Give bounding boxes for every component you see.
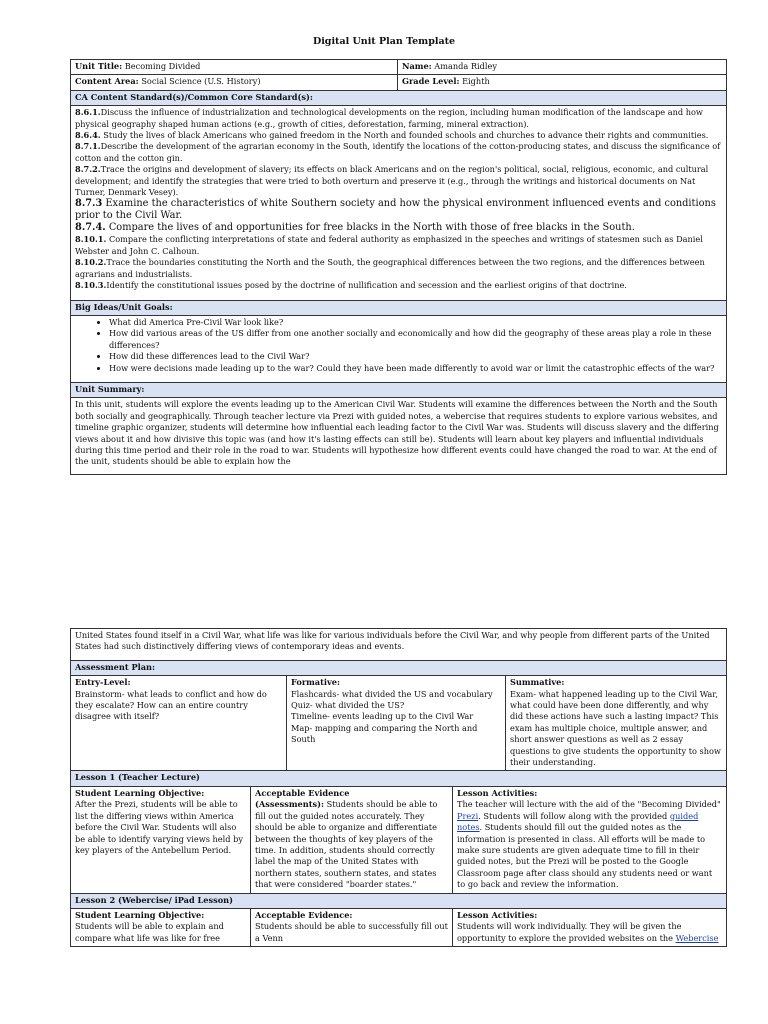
standard-item: 8.7.4. Compare the lives of and opportunities for free blacks in the North with those of free blacks in the South.	[75, 222, 635, 234]
lesson2-activities-label: Lesson Activities:	[457, 909, 538, 920]
formative-line: Timeline- events leading up to the Civil War	[291, 711, 474, 722]
name-value: Amanda Ridley	[434, 61, 497, 71]
page-title: Digital Unit Plan Template	[312, 36, 456, 47]
grade-level-label: Grade Level:	[402, 76, 460, 87]
grade-level-value: Eighth	[462, 76, 490, 87]
lesson1-objective-cell	[71, 786, 251, 893]
name-label: Name:	[402, 61, 432, 71]
big-idea-item: • How did various areas of the US differ from one another socially and economically and how did the geography of these areas play a role in these differences?	[109, 328, 722, 351]
webercise-link[interactable]: Webercise	[675, 932, 719, 943]
standard-item: 8.6.4. Study the lives of black Americans who gained freedom in the North and founded schools and churches to advance their rights and communities.	[75, 130, 709, 141]
lesson1-activities-label: Lesson Activities:	[457, 787, 538, 798]
lesson2-evidence-label: Acceptable Evidence:	[255, 909, 353, 920]
unit-summary-header: Unit Summary:	[71, 382, 727, 397]
assessment-row	[71, 676, 727, 771]
summative-text: Exam- what happened leading up to the Civil War, what could have been done differently, and why did these actions have such a lasting impact? This exam has multiple choice, multiple answer, and short answer questions as well as 2 essay questions to give students the opportunity to show their understanding.	[510, 688, 721, 768]
unit-summary-text: In this unit, students will explore the events leading up to the American Civil War. Students will examine the differences between the North and the South both socially and geographically. Through teacher lecture via Prezi with guided notes, a webercise that requires students to explore various websites, and timeline graphic organizer, students will determine how influential each leading factor to the Civil War was. Students will discuss slavery and the differing views about it and how divisive this topic was (and how it's lasting effects can still be). Students will learn about key players and influential individuals during this time period and their role in the road to war. Students will hypothesize how different events could have changed the road to war. At the end of the unit, students should be able to explain how the	[75, 399, 719, 467]
standard-item: 8.7.1.Describe the development of the agrarian economy in the South, identify the locations of the cotton-producing states, and discuss the significance of cotton and the cotton gin.	[75, 141, 721, 163]
lesson1-objective-text: After the Prezi, students will be able to list the differing views within America before the Civil War. Students will also be able to identify varying views held by key players of the Antebellum Period.	[75, 799, 243, 855]
standard-item: 8.7.3 Examine the characteristics of white Southern society and how the physical environment influenced events and conditions prior to the Civil War.	[75, 198, 716, 222]
formative-cell	[287, 676, 506, 771]
lesson1-evidence-label: Acceptable Evidence	[255, 787, 350, 798]
prezi-link[interactable]: Prezi	[457, 810, 479, 821]
lesson1-evidence-text: (Assessments): Students should be able to fill out the guided notes accurately. They should be able to organize and differentiate between the thoughts of key players of the time. In addition, students should correctly label the map of the United States with northern states, southern states, and states that were considered "boarder states."	[255, 799, 438, 890]
lesson2-evidence-cell	[251, 908, 453, 946]
formative-line: Quiz- what divided the US?	[291, 700, 405, 711]
guided-notes-link[interactable]: guided notes	[457, 810, 699, 833]
summative-label: Summative:	[510, 677, 565, 688]
lesson1-activities-cell	[453, 786, 727, 893]
entry-level-label: Entry-Level:	[75, 677, 131, 688]
lesson2-activities-cell	[453, 908, 727, 946]
content-area-row	[71, 75, 727, 90]
big-ideas-list	[71, 315, 727, 382]
unit-summary-continued: United States found itself in a Civil War, what life was like for various individuals before the Civil War, and why people from different parts of the United States had such distinctively differing views of contemporary ideas and events.	[71, 629, 727, 661]
content-area-cell	[71, 75, 398, 90]
formative-line: Flashcards- what divided the US and vocabulary	[291, 688, 493, 699]
formative-label: Formative:	[291, 677, 340, 688]
lesson2-row	[71, 908, 727, 946]
lesson1-header: Lesson 1 (Teacher Lecture)	[71, 771, 727, 786]
lesson1-activities-text: The teacher will lecture with the aid of the "Becoming Divided" Prezi. Students will follow along with the provided guided notes. Students should fill out the guided notes as the information is presented in class. All efforts will be made to make sure students are given adequate time to fill in their guided notes, but the Prezi will be posted to the Google Classroom page after class should any students need or want to go back and review the information.	[457, 799, 721, 890]
content-area-label: Content Area:	[75, 76, 139, 87]
name-cell	[398, 60, 727, 75]
standard-item: 8.10.3.Identify the constitutional issues posed by the doctrine of nullification and secession and the earliest origins of that doctrine.	[75, 280, 627, 291]
standard-item: 8.10.1. Compare the conflicting interpretations of state and federal authority as emphasized in the speeches and writings of statesmen such as Daniel Webster and John C. Calhoun.	[75, 234, 703, 256]
unit-plan-table-page1	[70, 59, 727, 475]
content-area-value: Social Science (U.S. History)	[141, 76, 261, 87]
standards-header: CA Content Standard(s)/Common Core Standard(s):	[71, 90, 727, 105]
standard-item: 8.6.1.Discuss the influence of industrialization and technological developments on the region, including human modification of the landscape and how physical geography shaped human actions (e.g., growth of cities, deforestation, farming, mineral extraction).	[75, 107, 703, 129]
unit-title-row	[71, 60, 727, 75]
lesson2-objective-label: Student Learning Objective:	[75, 909, 205, 920]
assessment-plan-header: Assessment Plan:	[71, 660, 727, 675]
unit-title-cell	[71, 60, 398, 75]
lesson2-evidence-text: Students should be able to successfully fill out a Venn	[255, 921, 448, 943]
lesson2-header: Lesson 2 (Webercise/ iPad Lesson)	[71, 893, 727, 908]
entry-level-cell	[71, 676, 287, 771]
lesson1-evidence-cell	[251, 786, 453, 893]
unit-title-label: Unit Title:	[75, 61, 123, 71]
summative-cell	[506, 676, 727, 771]
standard-item: 8.10.2.Trace the boundaries constituting the North and the South, the geographical differences between the two regions, and the differences between agrarians and industrialists.	[75, 257, 705, 279]
lesson2-objective-cell	[71, 908, 251, 946]
standards-list	[71, 106, 727, 300]
standard-item: 8.7.2.Trace the origins and development of slavery; its effects on black Americans and on the region's political, social, religious, economic, and cultural development; and identify the strategies that were tried to both overturn and preserve it (e.g., through the writings and historical documents on Nat Turner, Denmark Vesey).	[75, 164, 709, 198]
big-idea-item: • How did these differences lead to the Civil War?	[109, 351, 722, 362]
grade-level-cell	[398, 75, 727, 90]
lesson2-activities-text: Students will work individually. They will be given the opportunity to explore the provided websites on the Webercise	[457, 921, 719, 943]
entry-level-text: Brainstorm- what leads to conflict and how do they escalate? How can an entire country disagree with itself?	[75, 688, 267, 722]
unit-summary-cell	[71, 398, 727, 475]
unit-title-value: Becoming Divided	[124, 61, 201, 71]
big-idea-item: • How were decisions made leading up to the war? Could they have been made differently to avoid war or limit the catastrophic effects of the war?	[109, 363, 722, 374]
big-ideas-header: Big Ideas/Unit Goals:	[71, 300, 727, 315]
lesson2-objective-text: Students will be able to explain and compare what life was like for free	[75, 921, 224, 943]
lesson1-row	[71, 786, 727, 893]
lesson1-objective-label: Student Learning Objective:	[75, 787, 205, 798]
unit-plan-table-page2	[70, 628, 727, 947]
formative-line: Map- mapping and comparing the North and South	[291, 722, 478, 745]
big-idea-item: • What did America Pre-Civil War look like?	[109, 317, 722, 328]
